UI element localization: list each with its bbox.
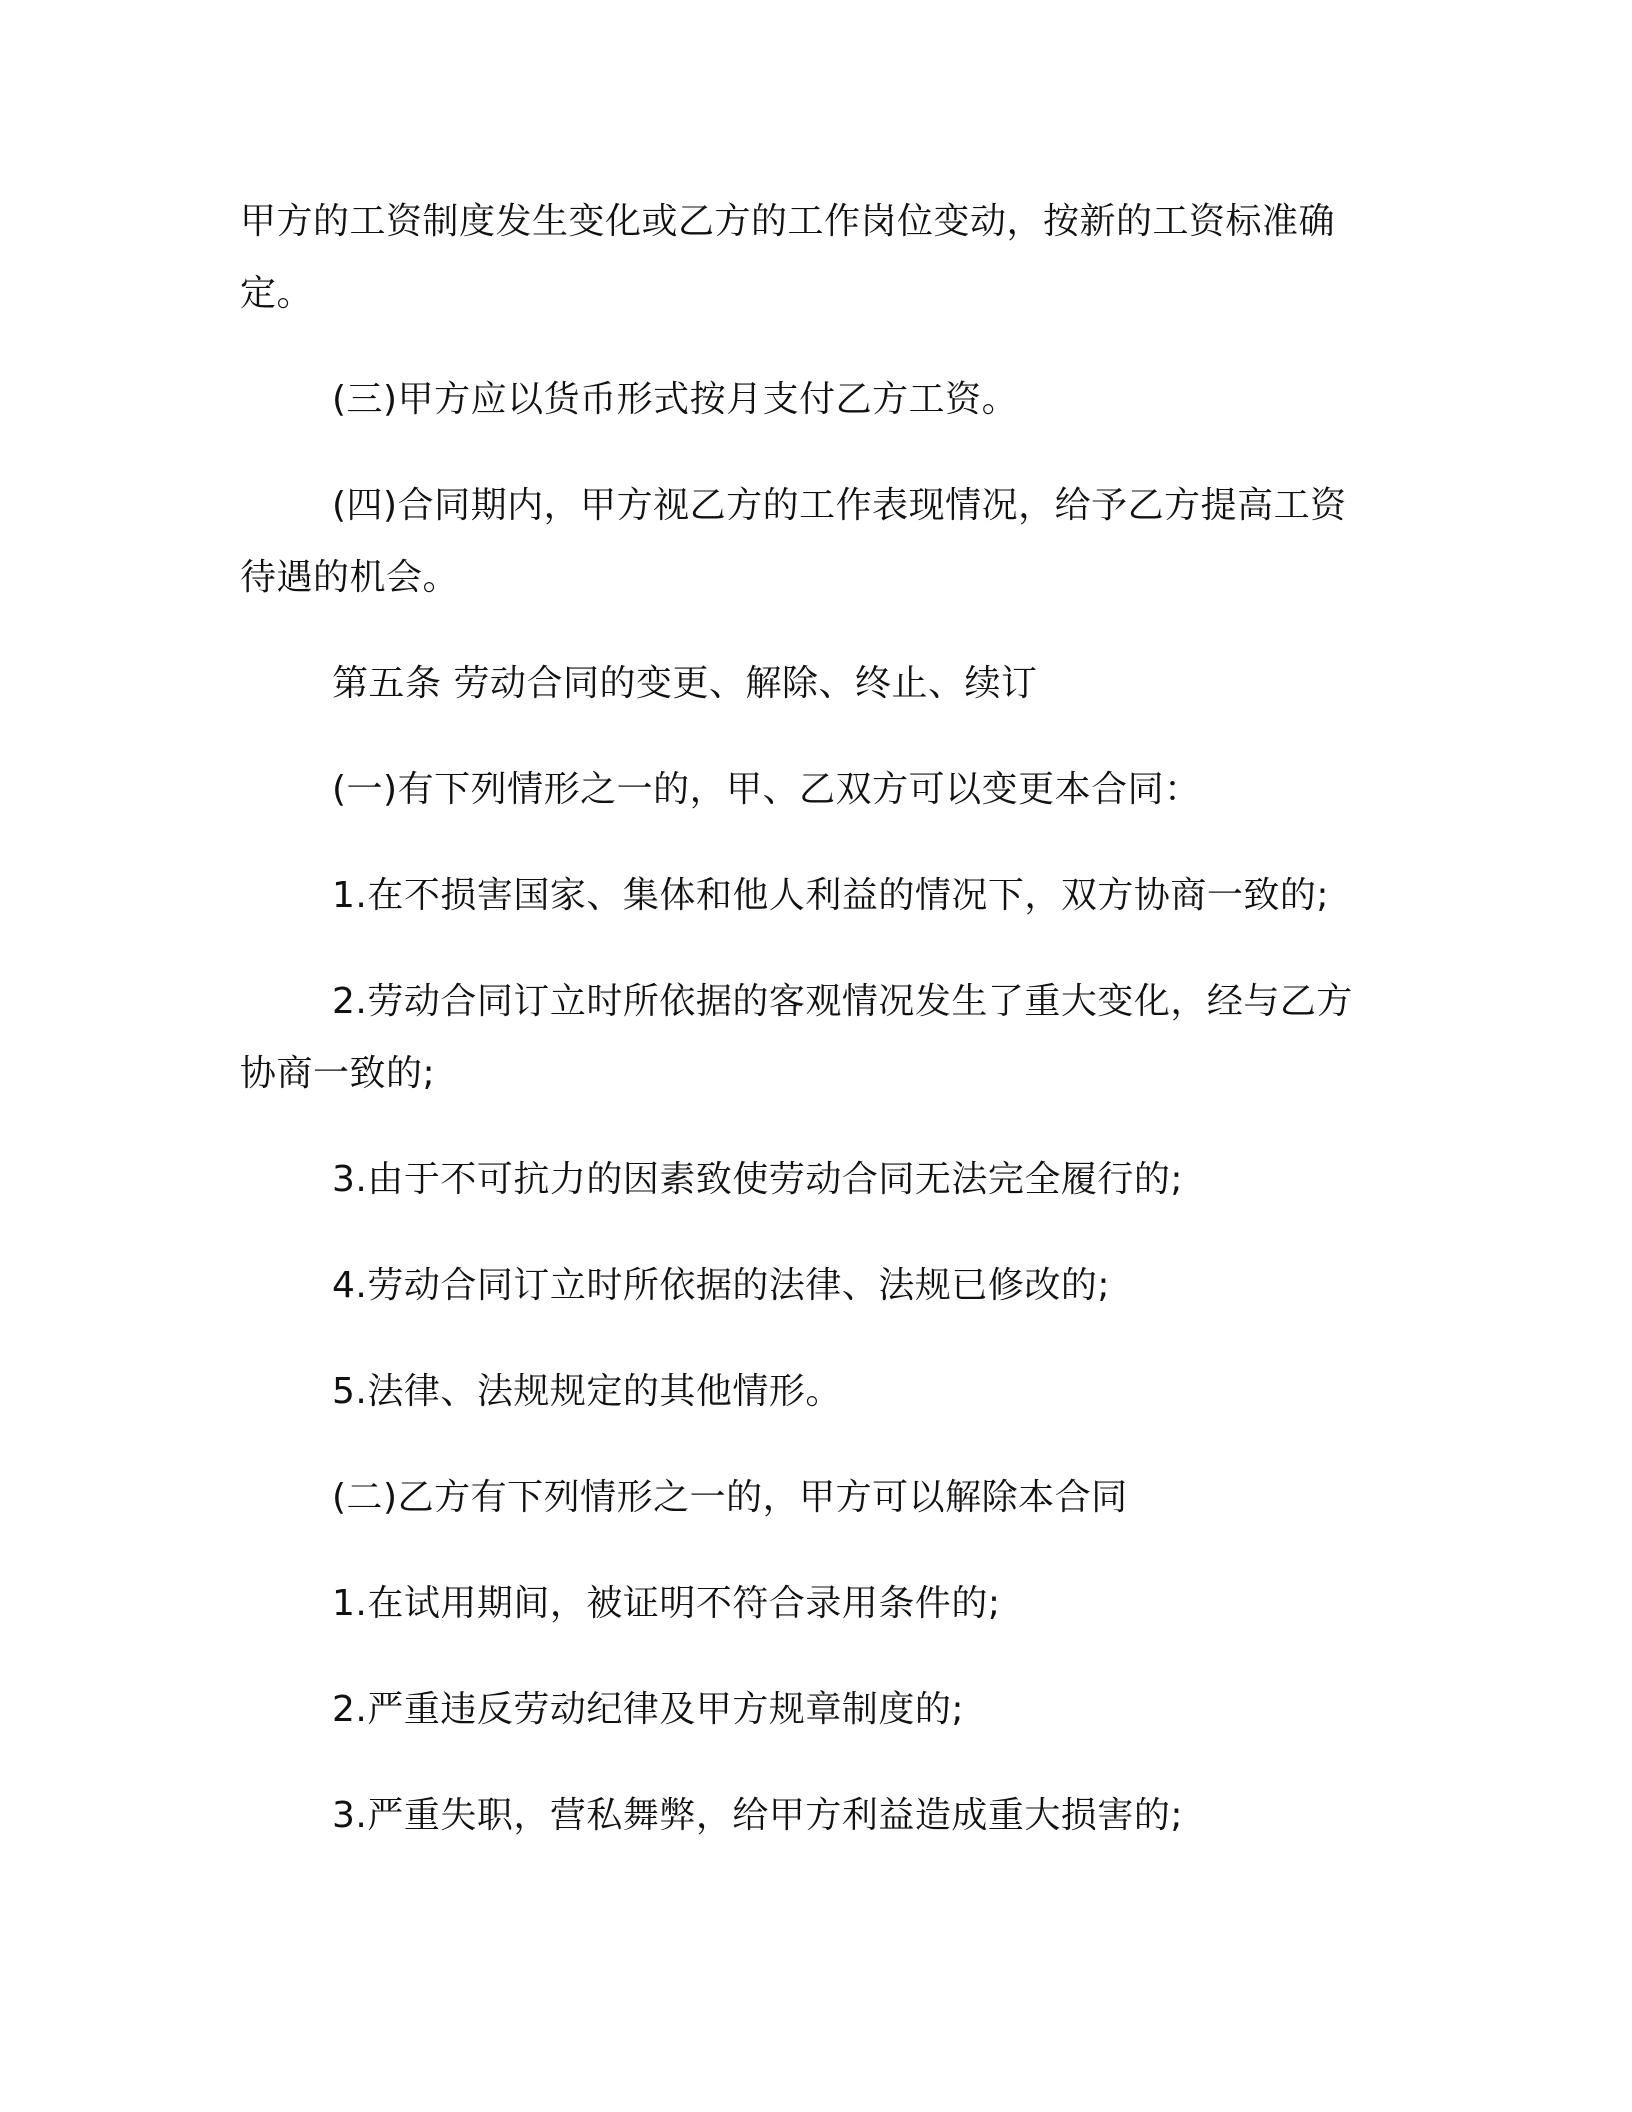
clause-1-item-4: 4.劳动合同订立时所依据的法律、法规已修改的; [332,1265,1110,1306]
section-heading-5: 第五条 劳动合同的变更、解除、终止、续订 [332,663,1038,704]
clause-2-heading: (二)乙方有下列情形之一的，甲方可以解除本合同 [332,1477,1128,1518]
clause-1-item-3: 3.由于不可抗力的因素致使劳动合同无法完全履行的; [332,1159,1183,1200]
paragraph-3: (四)合同期内，甲方视乙方的工作表现情况，给予乙方提高工资待遇的机会。 [240,485,1347,598]
clause-2-item-2: 2.严重违反劳动纪律及甲方规章制度的; [332,1689,964,1730]
clause-2-item-3: 3.严重失职，营私舞弊，给甲方利益造成重大损害的; [332,1795,1183,1836]
clause-1-item-1: 1.在不损害国家、集体和他人利益的情况下，双方协商一致的; [332,875,1329,916]
clause-2-item-1: 1.在试用期间，被证明不符合录用条件的; [332,1583,1001,1624]
clause-1-heading: (一)有下列情形之一的，甲、乙双方可以变更本合同： [332,769,1201,810]
paragraph-2: (三)甲方应以货币形式按月支付乙方工资。 [332,379,1019,420]
paragraph-1: 甲方的工资制度发生变化或乙方的工作岗位变动，按新的工资标准确定。 [240,201,1336,314]
clause-1-item-2: 2.劳动合同订立时所依据的客观情况发生了重大变化，经与乙方协商一致的; [240,981,1353,1094]
clause-1-item-5: 5.法律、法规规定的其他情形。 [332,1371,842,1412]
document-body [240,186,1370,1852]
